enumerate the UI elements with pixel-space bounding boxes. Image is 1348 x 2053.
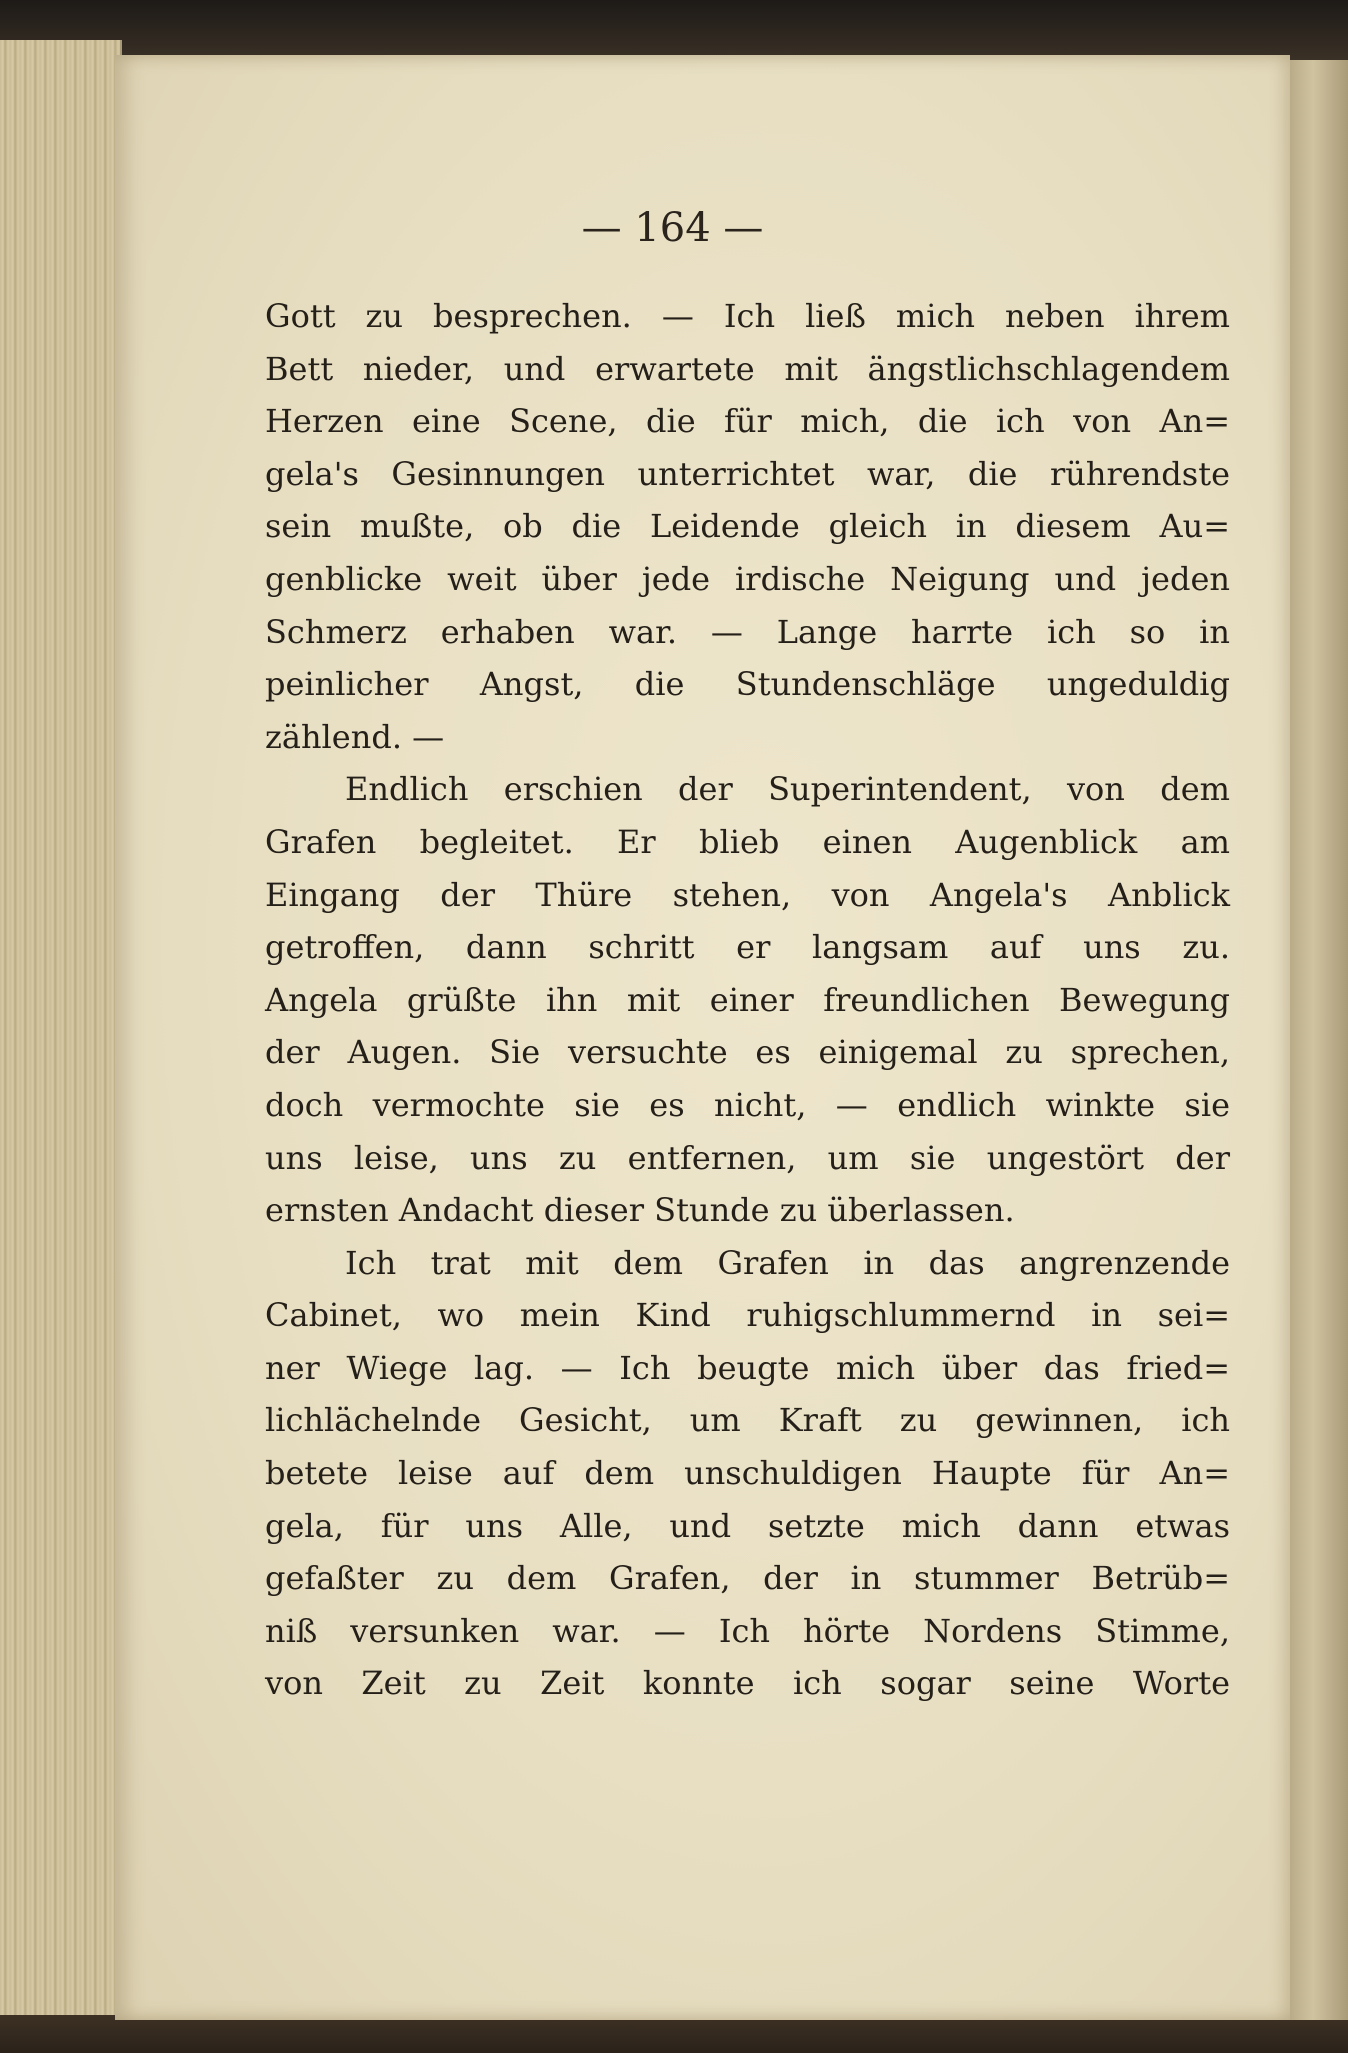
- right-page-edge: [1290, 60, 1348, 2020]
- text-line: Herzen eine Scene, die für mich, die ich von An=: [265, 402, 1230, 441]
- text-line: Grafen begleitet. Er blieb einen Augenblick am: [265, 822, 1230, 861]
- text-line: lichlächelnde Gesicht, um Kraft zu gewinnen, ich: [265, 1401, 1230, 1440]
- text-line: der Augen. Sie versuchte es einigemal zu sprechen,: [265, 1033, 1230, 1072]
- text-line: ner Wiege lag. — Ich beugte mich über das fried=: [265, 1348, 1230, 1387]
- text-line: Eingang der Thüre stehen, von Angela's Anblick: [265, 875, 1230, 914]
- text-line: gefaßter zu dem Grafen, der in stummer Betrüb=: [265, 1559, 1230, 1598]
- text-line: getroffen, dann schritt er langsam auf uns zu.: [265, 928, 1230, 967]
- text-line: gela, für uns Alle, und setzte mich dann etwas: [265, 1506, 1230, 1545]
- text-line: genblicke weit über jede irdische Neigung und jeden: [265, 559, 1230, 598]
- text-line: sein mußte, ob die Leidende gleich in diesem Au=: [265, 507, 1230, 546]
- text-line: zählend. —: [265, 717, 445, 756]
- stacked-page-edges: [0, 40, 122, 2015]
- text-line: niß versunken war. — Ich hörte Nordens Stimme,: [265, 1611, 1230, 1650]
- text-line: gela's Gesinnungen unterrichtet war, die rührendste: [265, 454, 1230, 493]
- text-line: Gott zu besprechen. — Ich ließ mich neben ihrem: [265, 297, 1230, 335]
- text-line: doch vermochte sie es nicht, — endlich winkte sie: [265, 1085, 1230, 1124]
- text-line: ernsten Andacht dieser Stunde zu überlassen.: [265, 1191, 1015, 1230]
- cover-top-edge: [0, 0, 1348, 60]
- text-line: uns leise, uns zu entfernen, um sie ungestört der: [265, 1138, 1230, 1177]
- text-line: Endlich erschien der Superintendent, von dem: [345, 770, 1230, 809]
- text-line: betete leise auf dem unschuldigen Haupte für An=: [265, 1454, 1230, 1493]
- text-line: peinlicher Angst, die Stundenschläge ungeduldig: [265, 665, 1230, 704]
- page-number: — 164 —: [581, 205, 764, 251]
- text-line: Ich trat mit dem Grafen in das angrenzende: [345, 1243, 1230, 1282]
- text-line: Angela grüßte ihn mit einer freundlichen Bewegung: [265, 980, 1230, 1019]
- text-line: Bett nieder, und erwartete mit ängstlichschlagendem: [265, 349, 1230, 388]
- text-line: Schmerz erhaben war. — Lange harrte ich so in: [265, 612, 1230, 651]
- text-line: von Zeit zu Zeit konnte ich sogar seine Worte: [265, 1664, 1230, 1703]
- page-text: [265, 290, 1230, 1710]
- text-line: Cabinet, wo mein Kind ruhigschlummernd in sei=: [265, 1296, 1230, 1335]
